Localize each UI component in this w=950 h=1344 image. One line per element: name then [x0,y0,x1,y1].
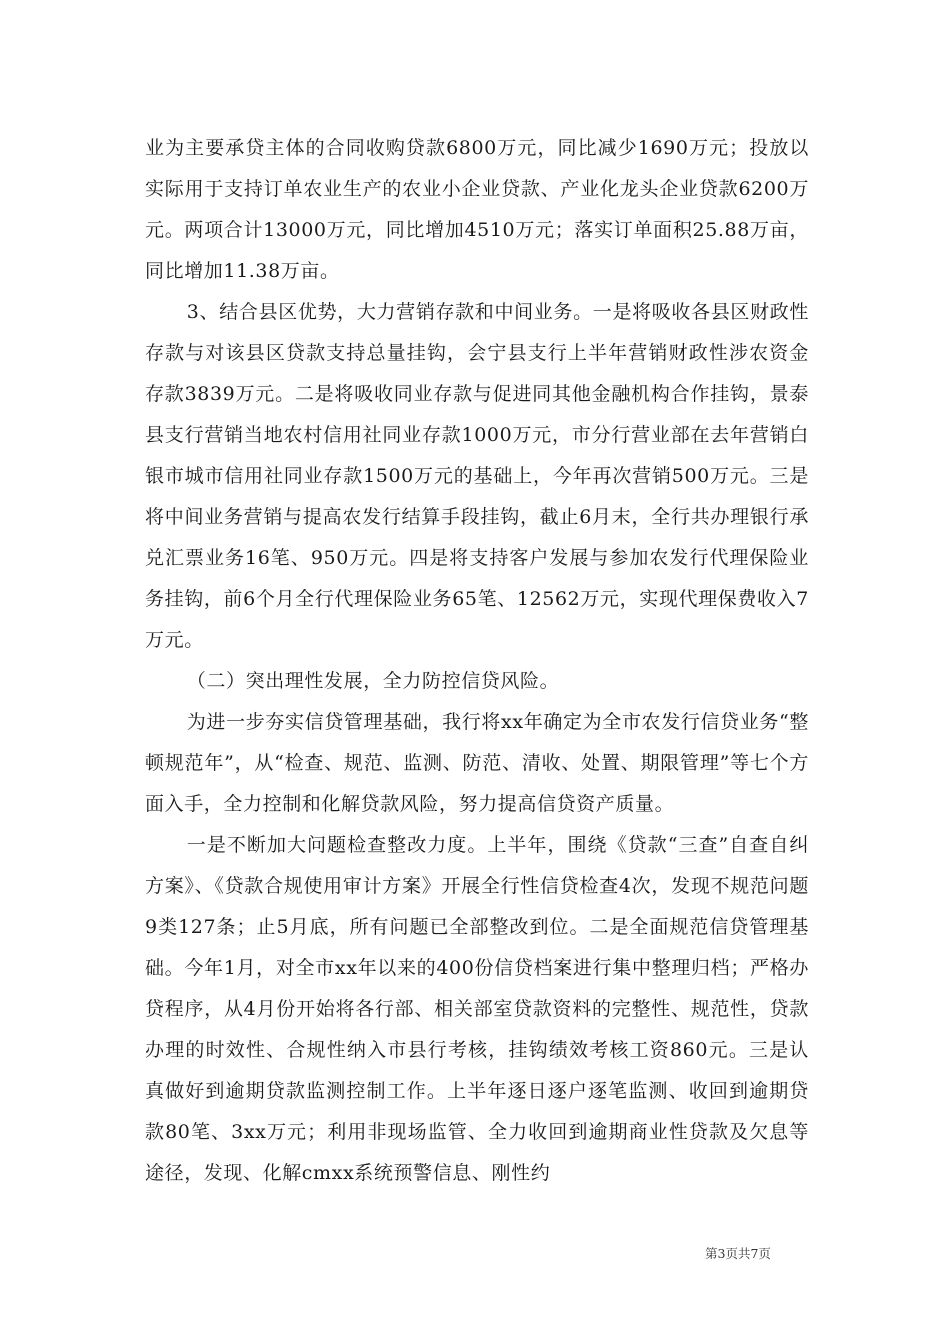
document-body [145,128,809,1194]
section-heading: （二）突出理性发展，全力防控信贷风险。 [186,670,560,692]
page-number: 第3页共7页 [705,1246,771,1261]
paragraph-continuation: 业为主要承贷主体的合同收购贷款6800万元，同比减少1690万元；投放以实际用于支持订单农业生产的农业小企业贷款、产业化龙头企业贷款6200万元。两项合计13000万元，同比增加4510万元；落实订单面积25.88万亩，同比增加11.38万亩。 [145,137,809,282]
paragraph-section-3: 3、结合县区优势，大力营销存款和中间业务。一是将吸收各县区财政性存款与对该县区贷款支持总量挂钩，会宁县支行上半年营销财政性涉农资金存款3839万元。二是将吸收同业存款与促进同其他金融机构合作挂钩，景泰县支行营销当地农村信用社同业存款1000万元，市分行营业部在去年营销白银市城市信用社同业存款1500万元的基础上，今年再次营销500万元。三是将中间业务营销与提高农发行结算手段挂钩，截止6月末，全行共办理银行承兑汇票业务16笔、950万元。四是将支持客户发展与参加农发行代理保险业务挂钩，前6个月全行代理保险业务65笔、12562万元，实现代理保费收入7万元。 [145,301,809,651]
paragraph-measures: 一是不断加大问题检查整改力度。上半年，围绕《贷款“三查”自查自纠方案》、《贷款合规使用审计方案》开展全行性信贷检查4次，发现不规范问题9类127条；止5月底，所有问题已全部整改到位。二是全面规范信贷管理基础。今年1月，对全市xx年以来的400份信贷档案进行集中整理归档；严格办贷程序，从4月份开始将各行部、相关部室贷款资料的完整性、规范性，贷款办理的时效性、合规性纳入市县行考核，挂钩绩效考核工资860元。三是认真做好到逾期贷款监测控制工作。上半年逐日逐户逐笔监测、收回到逾期贷款80笔、3xx万元；利用非现场监管、全力收回到逾期商业性贷款及欠息等途径，发现、化解cmxx系统预警信息、刚性约 [145,834,809,1184]
paragraph-intro: 为进一步夯实信贷管理基础，我行将xx年确定为全市农发行信贷业务“整顿规范年”，从“检查、规范、监测、防范、清收、处置、期限管理”等七个方面入手，全力控制和化解贷款风险，努力提高信贷资产质量。 [145,711,809,815]
